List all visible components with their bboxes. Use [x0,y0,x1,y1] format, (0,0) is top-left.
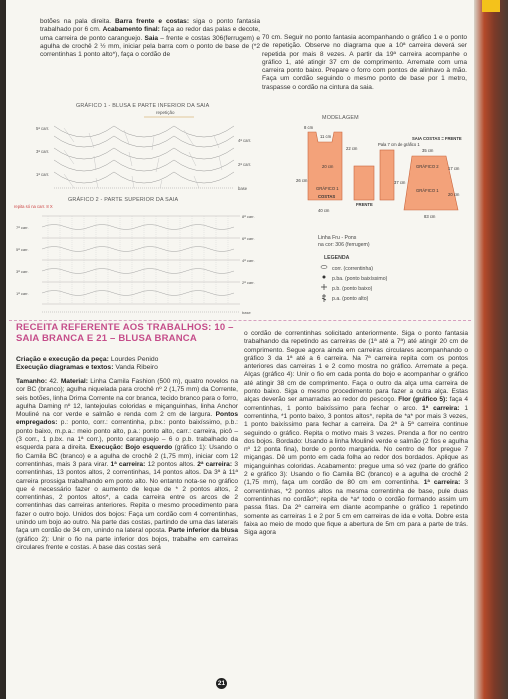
recipe-heading: RECEITA REFERENTE AOS TRABALHOS: 10 – SAIA BRANCA E 21 – BLUSA BRANCA [16,322,234,344]
skirt-label: SAIA COSTAS = FRENTE [412,136,462,141]
dim-35cm: 35 cm [422,148,434,153]
graph1-row-1: 1ª carr. [36,172,50,177]
legend-symbols [318,262,330,304]
yarn-line-1: Linha Fru - Pons [318,235,357,241]
graph1-row-4: 4ª carr. [238,138,252,143]
legend-item-single: p.b. (ponto baixo) [332,286,373,292]
dim-40cm: 40 cm [318,208,330,213]
magazine-edge [474,0,508,699]
page-tab [482,0,500,12]
graph1-row-5: 5ª carr. [36,126,50,131]
right-column-text: o cordão de correntinhas solicitado anteriormente. Siga o ponto fantasia trabalhando da repetindo as carreiras de (1ª até a 7ª) até atingir 20 cm de comprimento. Segue agora ainda em carreiras circulares acompanhando o gráfico 3 da 1ª até a 6 carreira. Na 7ª carreira repita com os pontos anteriores das carreiras 1 e 2 como mostra no gráfico. Arremate a peça. Alças (gráfico 4): Unir o fio em cada ponta do bojo e acompanhar o gráfico até atingir 38 cm de comprimento. Faça o outro da alça uma carreira de ponto baixo. Siga o mesmo procedimento para fazer a outra alça. Estas alças deverão ser amarradas ao redor do pescoço. Flor (gráfico 5): faça 4 correntinhas, 1 ponto baixíssimo para fechar o arco. 1ª carreira: 1 correntinha, *1 ponto baixo, 3 pontos altos*, repita de *a* por mais 3 vezes, 1 ponto baixíssimo para fechar a carreira. Da 2ª à 5ª carreira continue seguindo o gráfico. Repita o motivo mais 3 vezes. Prenda a flor no centro dos bojos. Bordado: Usando a linha Mouliné verde e salmão (2 fios e agulha nº 12 ponta fina), borde o ponto margarida. No centro de flor pregue 7 miçangas. Dê um ponto em cada folha ao redor dos bordados. Aplique as miçanguinhas coloridas. Acabamento: pregue uma só vez (parte do gráfico 2 e gráfico 3): Usando o fio Camila BC (branco) e a agulha de crochê 2 (1,75 mm), faça um cordão de 80 cm em correntinha. 1ª carreira: 3 correntinhas, *2 pontos altos na mesma correntinha de base, pule duas correntinhas no cordão*; repita de *a* todo o cordão formando assim um passa fitas. Da 2ª carreira em diante acompanhe o gráfico 1 repetindo somente as carreiras 1 e 2 por 5 cm em carreiras de ida e volta. Dobre esta faixa ao meio de modo que fique a abertura de 5m cm para a parte de trás. Siga agora [244,330,469,537]
dim-83cm: 83 cm [424,214,436,219]
graph2-label-repeat: repita só na carr. 8 X [14,204,53,209]
graph2-row-8: 8ª carr. [242,214,255,219]
left-column-text: Tamanho: 42. Material: Linha Camila Fashion (500 m), quatro novelos na cor BC (branco); agulha niquelada para crochê nº 2 (1,75 mm) da Corrente, seis botões, linha Drima Corrente na cor branca, tecido branco para o forro, agulha Daming nº 12, lantejoulas coloridas e miçanguinhas, linha Anchor Mouliné na cor verde e salmão e renda com 2 cm de largura. Pontos empregados: p.: ponto, corr.: correntinha, p.bx.: ponto baixíssimo, p.b.: ponto baixo, m.p.a.: meio ponto alto, p.a.: ponto alto, carr.: carreira, picô – (3 corr., 1 p.bx. na 1ª corr.), ponto caranguejo – 6 o p.b. trabalhado da esquerda para a direita. Execução: Bojo esquerdo (gráfico 1): Usando o fio Camila BC (branco) e a agulha de crochê 2 (1,75 mm), iniciar com 12 correntinhas, mais 3 para virar. 1ª carreira: 12 pontos altos. 2ª carreira: 3 correntinhas, 13 pontos altos, 2 correntinhas, 14 pontos altos. Da 3ª à 11ª carreira prossiga trabalhando em ponto alto. No entanto nota-se no gráfico que é necessário fazer o aumento de leque de * 2 pontos altos, 2 correntinhas, 2 pontos altos*, a cada carreira entre os arcos de 2 correntinhas das carreiras anteriores. Repita o mesmo procedimento para fazer o outro bojo. Unidos dos bojos: Faça um cordão com 4 correntinhas, unindo um bojo ao outro. Na parte das costas, partindo de uma das laterais faça um cordão de 34 cm, unindo na lateral oposta. Parte inferior da blusa (gráfico 2): Unir o fio na parte inferior dos bojos, trabalhe em carreiras circulares frente e costas. A base das costas será [16,378,238,551]
yarn-line-2: na cor: 306 (ferrugem) [318,242,370,248]
graph1-title: GRÁFICO 1 - BLUSA E PARTE INFERIOR DA SAIA [76,103,210,109]
legend-item-slip: p.ba. (ponto baixíssimo) [332,276,388,282]
legend-item-chain: corr. (correntinha) [332,266,373,272]
single-crochet-symbol-icon [321,284,327,290]
front-strip-shape [380,150,394,200]
top-right-text: 70 cm. Seguir no ponto fantasia acompanhando o gráfico 1 e o ponto de repetição. Observe no diagrama que a 10ª carreira deverá ser repetida por mais 8 vezes. A partir da 19ª carreira acompanhe o gráfico 1, até atingir 37 cm de comprimento. Arremate com uma carreira ponto baixo. Prepare o forro com pontos de alinhavo à mão. Faça um cordão seguindo o mesmo ponto de base por 1 metro, traspasse o cordão na cintura da saia. [262,34,467,91]
graph2-title: GRÁFICO 2 - PARTE SUPERIOR DA SAIA [68,197,179,203]
magazine-page [6,0,476,699]
graph2-row-7: 7ª carr. [16,225,29,230]
graph1-label-repeat: repetição [156,110,175,115]
graph2-diagram [14,202,264,320]
front-label: FRENTE [356,202,373,207]
dim-22cm: 22 cm [346,146,358,151]
chain-symbol-icon [321,265,327,268]
back-label: COSTAS [318,194,336,199]
modeling-diagram [294,120,470,222]
graph1-row-3: 3ª carr. [36,149,50,154]
dim-26cm: 26 cm [296,178,308,183]
top-left-text: botões na pala direita. Barra frente e costas: siga o ponto fantasia trabalhado por 6 cm. Acabamento final: faça ao redor das palas e decote, uma carreira de ponto caranguejo. Saia – frente e costas 306(ferrugem) e agulha de crochê 2 ½ mm, iniciar pela barra com o ponto de base de (*2 correntinhas 1 ponto alto*), faça o cordão de [40,18,261,59]
front-bodice-shape [354,166,374,200]
strap-note: Pala 7 cm de gráfico 1 [378,142,420,147]
skirt-graph2-label: GRÁFICO 2 [416,164,439,169]
slip-stitch-symbol-icon [323,276,326,279]
graph2-row-6: 6ª carr. [242,236,255,241]
legend-title: LEGENDA [324,255,350,261]
skirt-graph1-label: GRÁFICO 1 [416,188,439,193]
page-number: 21 [217,680,226,687]
graph1-diagram [34,108,262,198]
credits: Criação e execução da peça: Lourdes Penido Execução diagramas e textos: Vanda Ribeiro [16,356,159,372]
dim-8cm: 8 cm [304,125,314,130]
legend-item-double: p.a. (ponto alto) [332,296,369,302]
dim-20cm: 20 cm [322,164,334,169]
graph2-row-1: 1ª carr. [16,291,29,296]
dim-37cm: 37 cm [394,180,406,185]
graph1-base: base [238,186,248,191]
back-graph-label: GRÁFICO 1 [316,186,339,191]
dim-20cm-skirt: 20 cm [448,192,460,197]
graph2-row-5: 5ª carr. [16,247,29,252]
dim-17cm: 17 cm [448,166,460,171]
graph2-base: base [242,310,251,315]
graph2-row-4: 4ª carr. [242,258,255,263]
graph2-row-2: 2ª carr. [242,280,255,285]
graph2-row-3: 3ª carr. [16,269,29,274]
double-crochet-symbol-icon [322,294,326,302]
graph1-row-2: 2ª carr. [238,162,252,167]
dim-11cm: 11 cm [320,134,332,139]
modeling-title: MODELAGEM [322,115,359,121]
